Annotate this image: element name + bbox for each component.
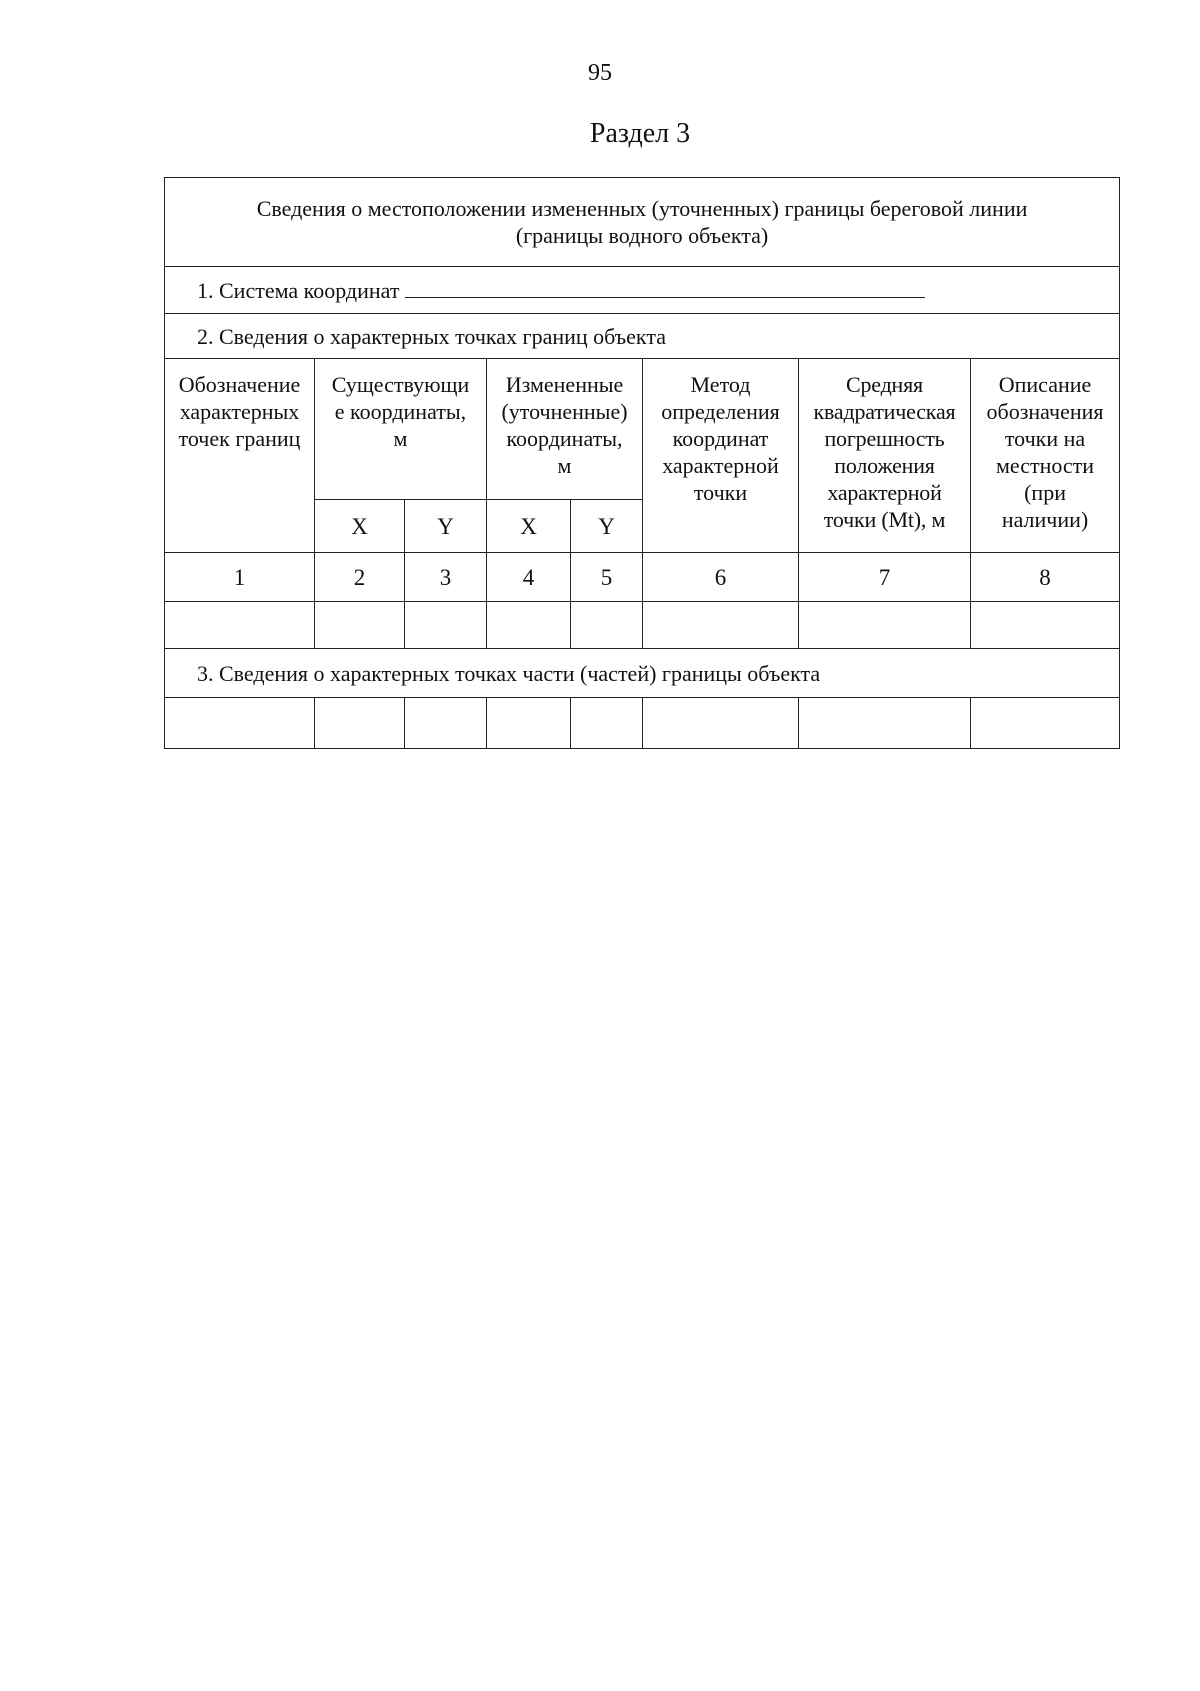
table-title-line-2: (границы водного объекта) xyxy=(515,223,769,248)
boundary-form-table xyxy=(164,177,1120,749)
column-number: 2 xyxy=(315,553,405,602)
header-point-description xyxy=(971,359,1120,553)
header-text: (при xyxy=(1024,480,1066,505)
header-text: местности xyxy=(995,453,1095,478)
subheader-existing-x: X xyxy=(315,500,405,553)
header-row xyxy=(165,359,1120,500)
header-text: Описание xyxy=(998,372,1092,397)
column-number: 5 xyxy=(571,553,643,602)
empty-cell[interactable] xyxy=(971,698,1120,749)
empty-cell[interactable] xyxy=(315,602,405,649)
header-text: Средняя xyxy=(846,372,923,397)
coord-system-label: 1. Система координат xyxy=(197,277,400,303)
header-text: погрешность xyxy=(824,426,945,451)
column-number: 6 xyxy=(643,553,799,602)
empty-cell[interactable] xyxy=(799,602,971,649)
header-text: положения xyxy=(834,453,935,478)
column-number: 1 xyxy=(165,553,315,602)
empty-cell[interactable] xyxy=(487,602,571,649)
page-number: 95 xyxy=(588,60,612,86)
header-text: точки xyxy=(693,480,748,505)
subheader-existing-y: Y xyxy=(405,500,487,553)
coord-system-blank-line[interactable] xyxy=(405,277,925,298)
empty-cell[interactable] xyxy=(405,602,487,649)
parts-section-row xyxy=(165,649,1120,698)
empty-cell[interactable] xyxy=(165,698,315,749)
header-text: характерных xyxy=(179,399,300,424)
empty-cell[interactable] xyxy=(315,698,405,749)
header-text: характерной xyxy=(662,453,779,478)
empty-cell[interactable] xyxy=(487,698,571,749)
header-text: координат xyxy=(672,426,769,451)
header-text: наличии) xyxy=(1001,507,1089,532)
empty-cell[interactable] xyxy=(571,602,643,649)
header-text: точки (Mt), м xyxy=(823,507,946,532)
table-title-row xyxy=(165,178,1120,267)
header-changed-coords xyxy=(487,359,643,500)
empty-cell[interactable] xyxy=(571,698,643,749)
header-text: е координаты, xyxy=(334,399,467,424)
empty-cell[interactable] xyxy=(405,698,487,749)
header-text: Существующи xyxy=(331,372,470,397)
column-number: 8 xyxy=(971,553,1120,602)
subheader-changed-x: X xyxy=(487,500,571,553)
header-text: м xyxy=(393,426,408,451)
header-mean-square-error xyxy=(799,359,971,553)
table-title xyxy=(165,178,1120,267)
header-text: Метод xyxy=(690,372,751,397)
column-number-row xyxy=(165,553,1120,602)
points-section-label: 2. Сведения о характерных точках границ объекта xyxy=(165,314,1120,359)
header-text: Измененные xyxy=(505,372,624,397)
empty-cell[interactable] xyxy=(643,698,799,749)
header-text: характерной xyxy=(827,480,942,505)
empty-data-row xyxy=(165,602,1120,649)
header-text: точки на xyxy=(1004,426,1086,451)
subheader-changed-y: Y xyxy=(571,500,643,553)
header-text: (уточненные) xyxy=(501,399,628,424)
column-number: 3 xyxy=(405,553,487,602)
empty-cell[interactable] xyxy=(165,602,315,649)
header-text: обозначения xyxy=(986,399,1104,424)
header-text: определения xyxy=(661,399,780,424)
header-text: Обозначение xyxy=(178,372,301,397)
header-text: координаты, xyxy=(506,426,623,451)
header-text: квадратическая xyxy=(813,399,956,424)
section-title: Раздел 3 xyxy=(589,118,691,149)
empty-parts-row xyxy=(165,698,1120,749)
empty-cell[interactable] xyxy=(799,698,971,749)
column-number: 4 xyxy=(487,553,571,602)
header-text: точек границ xyxy=(178,426,301,451)
table-title-line-1: Сведения о местоположении измененных (уточненных) границы береговой линии xyxy=(256,196,1028,221)
points-section-row xyxy=(165,314,1120,359)
coord-system-row xyxy=(165,267,1120,314)
parts-section-label: 3. Сведения о характерных точках части (частей) границы объекта xyxy=(165,649,1120,698)
header-point-designation xyxy=(165,359,315,553)
empty-cell[interactable] xyxy=(643,602,799,649)
header-existing-coords xyxy=(315,359,487,500)
column-number: 7 xyxy=(799,553,971,602)
empty-cell[interactable] xyxy=(971,602,1120,649)
coord-system-cell xyxy=(165,267,1120,314)
header-text: м xyxy=(557,453,572,478)
header-method xyxy=(643,359,799,553)
